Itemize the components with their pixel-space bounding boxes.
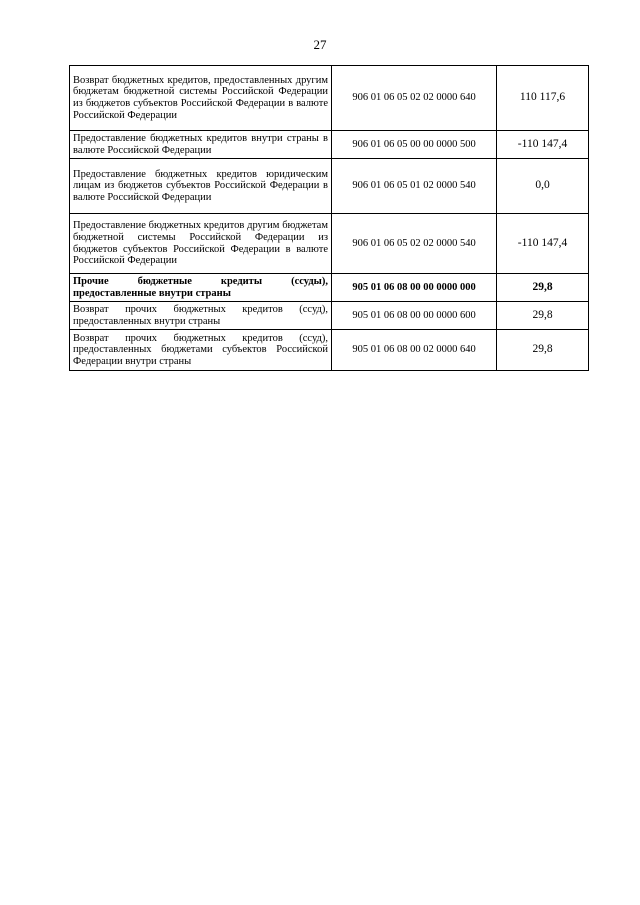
table-row-bold — [70, 274, 589, 302]
table-row — [70, 214, 589, 274]
row-code-cell: 906 01 06 05 02 02 0000 640 — [332, 66, 497, 131]
row-code-cell: 905 01 06 08 00 00 0000 000 — [332, 274, 497, 302]
table-row — [70, 330, 589, 371]
row-amount-cell: 29,8 — [497, 274, 589, 302]
row-name-cell: Предоставление бюджетных кредитов юридическим лицам из бюджетов субъектов Российской Федерации в валюте Российской Федерации — [70, 159, 332, 214]
row-name-cell: Предоставление бюджетных кредитов другим бюджетам бюджетной системы Российской Федерации из бюджетов субъектов Российской Федерации в валюте Российской Федерации — [70, 214, 332, 274]
row-name-cell: Прочие бюджетные кредиты (ссуды), предоставленные внутри страны — [70, 274, 332, 302]
row-code-cell: 906 01 06 05 01 02 0000 540 — [332, 159, 497, 214]
page-number: 27 — [313, 37, 327, 52]
row-code-cell: 905 01 06 08 00 02 0000 640 — [332, 330, 497, 371]
table-row — [70, 302, 589, 330]
row-name-cell: Возврат прочих бюджетных кредитов (ссуд), предоставленных бюджетами субъектов Российской Федерации внутри страны — [70, 330, 332, 371]
row-name-cell: Возврат бюджетных кредитов, предоставленных другим бюджетам бюджетной системы Российской Федерации из бюджетов субъектов Российской Федерации в валюте Российской Федерации — [70, 66, 332, 131]
row-name-cell: Возврат прочих бюджетных кредитов (ссуд), предоставленных внутри страны — [70, 302, 332, 330]
row-amount-cell: 110 117,6 — [497, 66, 589, 131]
table-row — [70, 131, 589, 159]
row-amount-cell: -110 147,4 — [497, 131, 589, 159]
budget-sources-table — [69, 65, 589, 371]
table-row — [70, 66, 589, 131]
row-code-cell: 905 01 06 08 00 00 0000 600 — [332, 302, 497, 330]
row-name-cell: Предоставление бюджетных кредитов внутри страны в валюте Российской Федерации — [70, 131, 332, 159]
row-amount-cell: 29,8 — [497, 330, 589, 371]
table-row — [70, 159, 589, 214]
row-amount-cell: -110 147,4 — [497, 214, 589, 274]
row-amount-cell: 29,8 — [497, 302, 589, 330]
row-code-cell: 906 01 06 05 02 02 0000 540 — [332, 214, 497, 274]
row-code-cell: 906 01 06 05 00 00 0000 500 — [332, 131, 497, 159]
row-amount-cell: 0,0 — [497, 159, 589, 214]
